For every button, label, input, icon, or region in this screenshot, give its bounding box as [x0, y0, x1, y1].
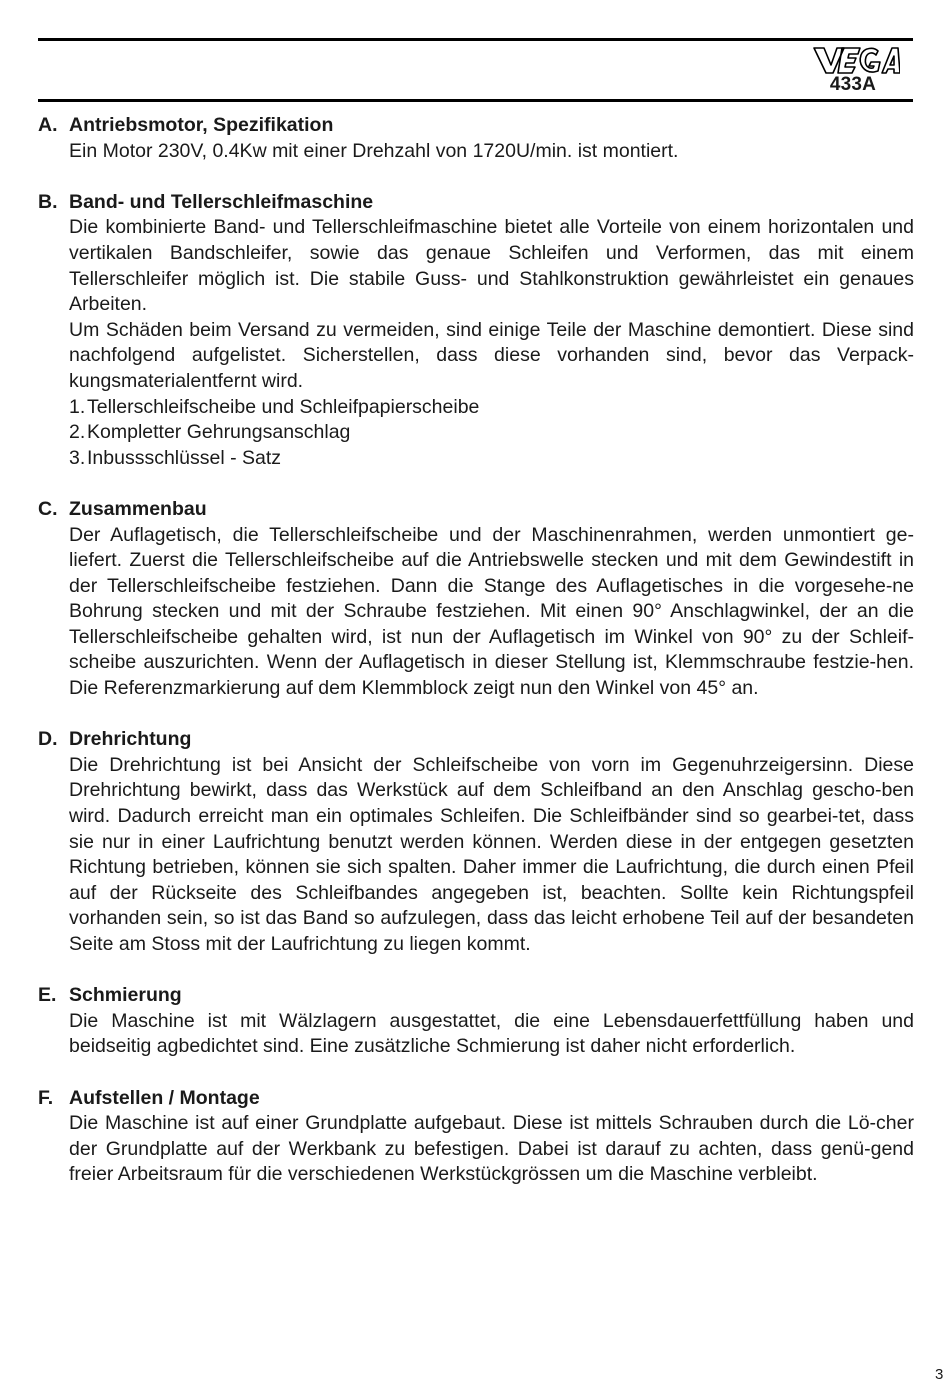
section-letter: E.: [38, 984, 57, 1007]
section-heading: [38, 113, 914, 139]
header-rule-top: [38, 38, 913, 41]
paragraph: Die kombinierte Band- und Tellerschleifmaschine bietet alle Vorteile von einem horizontalen und vertikalen Bandschleifer, sowie das genaue Schleifen und Verformen, das mit einem Tellerschleifer möglich ist. Die stabile Guss- und Stahlkonstruktion gewährleistet ein genaues Arbeiten.: [69, 216, 914, 316]
list-number: 2.: [69, 421, 86, 444]
section-heading: [38, 497, 914, 523]
vega-logo: [812, 45, 900, 75]
paragraph: Die Drehrichtung ist bei Ansicht der Schleifscheibe von vorn im Gegenuhrzeigersinn. Diese Drehrichtung bewirkt, dass das Werkstück auf dem Schleifband an den Anschlag gescho-ben wird. Dadurch erreicht man ein optimales Schleifen. Die Schleifbänder sind so gearbei-tet, dass sie nur in einer Laufrichtung benutzt werden können. Werden diese in der entgegen gesetzten Richtung betrieben, können sie sich spalten. Daher immer die Laufrichtung, die durch einen Pfeil auf der Rückseite des Schleifbandes angegeben ist, beachten. Sollte kein Richtungspfeil vorhanden sein, so ist das Band so aufzulegen, dass das leicht erhobene Teil auf der besandeten Seite am Stoss mit der Laufrichtung zu liegen kommt.: [69, 753, 914, 955]
paragraph: Die Maschine ist mit Wälzlagern ausgestattet, die eine Lebensdauerfettfüllung haben und beidseitig agbedichtet sind. Eine zusätzliche Schmierung ist daher nicht erforderlich.: [69, 1009, 914, 1058]
section-text: [69, 1111, 914, 1188]
section-heading: [38, 1086, 914, 1112]
section-heading: [38, 983, 914, 1009]
section-heading: [38, 727, 914, 753]
paragraph: Der Auflagetisch, die Tellerschleifscheibe und der Maschinenrahmen, werden unmontiert ge-liefert. Zuerst die Tellerschleifscheibe auf die Antriebswelle stecken und mit dem Gewindestift in der Tellerschleifscheibe festziehen. Dann die Stange des Auflagetisches in die vorgesehe-ne Bohrung stecken und mit der Schraube festziehen. Mit einen 90° Anschlagwinkel, der an die Tellerschleifscheibe gehalten wird, ist nun der Auflagetisch im Winkel von 90° zu der Schleif-scheibe auszurichten. Wenn der Auflagetisch in dieser Stellung ist, Klemmschraube festzie-hen. Die Referenzmarkierung auf dem Klemmblock zeigt nun den Winkel von 45° an.: [69, 523, 914, 700]
page-number: 3: [935, 1366, 944, 1383]
section-letter: B.: [38, 190, 58, 213]
list-text: Tellerschleifscheibe und Schleifpapierscheibe: [87, 395, 480, 418]
list-item: [69, 420, 914, 446]
section-text: [69, 1009, 914, 1060]
section-letter: C.: [38, 497, 58, 520]
section-title: Schmierung: [69, 984, 182, 1007]
section-d: [38, 727, 914, 957]
document-body: [38, 113, 914, 1214]
header-rule-bottom: [38, 99, 913, 102]
list-text: Kompletter Gehrungsanschlag: [87, 421, 351, 444]
paragraph: Ein Motor 230V, 0.4Kw mit einer Drehzahl von 1720U/min. ist montiert.: [69, 139, 679, 162]
section-e: [38, 983, 914, 1060]
model-number: 433A: [829, 74, 877, 95]
list-number: 1.: [69, 395, 86, 418]
section-letter: A.: [38, 114, 58, 136]
section-text: [69, 753, 914, 958]
section-letter: F.: [38, 1086, 54, 1109]
section-title: Zusammenbau: [69, 497, 207, 520]
section-f: [38, 1086, 914, 1188]
section-letter: D.: [38, 728, 58, 751]
paragraph: Um Schäden beim Versand zu vermeiden, sind einige Teile der Maschine demontiert. Diese sind nachfolgend aufgelistet. Sicherstellen, dass diese vorhanden sind, bevor das Verpack-kungsmaterialentfernt wird.: [69, 318, 914, 392]
paragraph: Die Maschine ist auf einer Grundplatte aufgebaut. Diese ist mittels Schrauben durch die Lö-cher der Grundplatte auf der Werkbank zu befestigen. Dabei ist darauf zu achten, dass genü-gend freier Arbeitsraum für die verschiedenen Werkstückgrössen um die Maschine verbleibt.: [69, 1112, 914, 1186]
list-item: [69, 395, 914, 421]
list-text: Inbussschlüssel - Satz: [87, 446, 282, 469]
section-title: Aufstellen / Montage: [69, 1086, 260, 1109]
section-title: Antriebsmotor, Spezifikation: [69, 114, 334, 136]
list-number: 3.: [69, 446, 86, 469]
section-heading: [38, 190, 914, 216]
section-c: [38, 497, 914, 702]
section-a: [38, 113, 914, 164]
section-text: [69, 139, 914, 165]
section-title: Band- und Tellerschleifmaschine: [69, 190, 374, 213]
section-text: [69, 215, 914, 471]
section-b: [38, 190, 914, 472]
section-title: Drehrichtung: [69, 728, 192, 751]
list-item: [69, 446, 914, 472]
section-text: [69, 523, 914, 702]
